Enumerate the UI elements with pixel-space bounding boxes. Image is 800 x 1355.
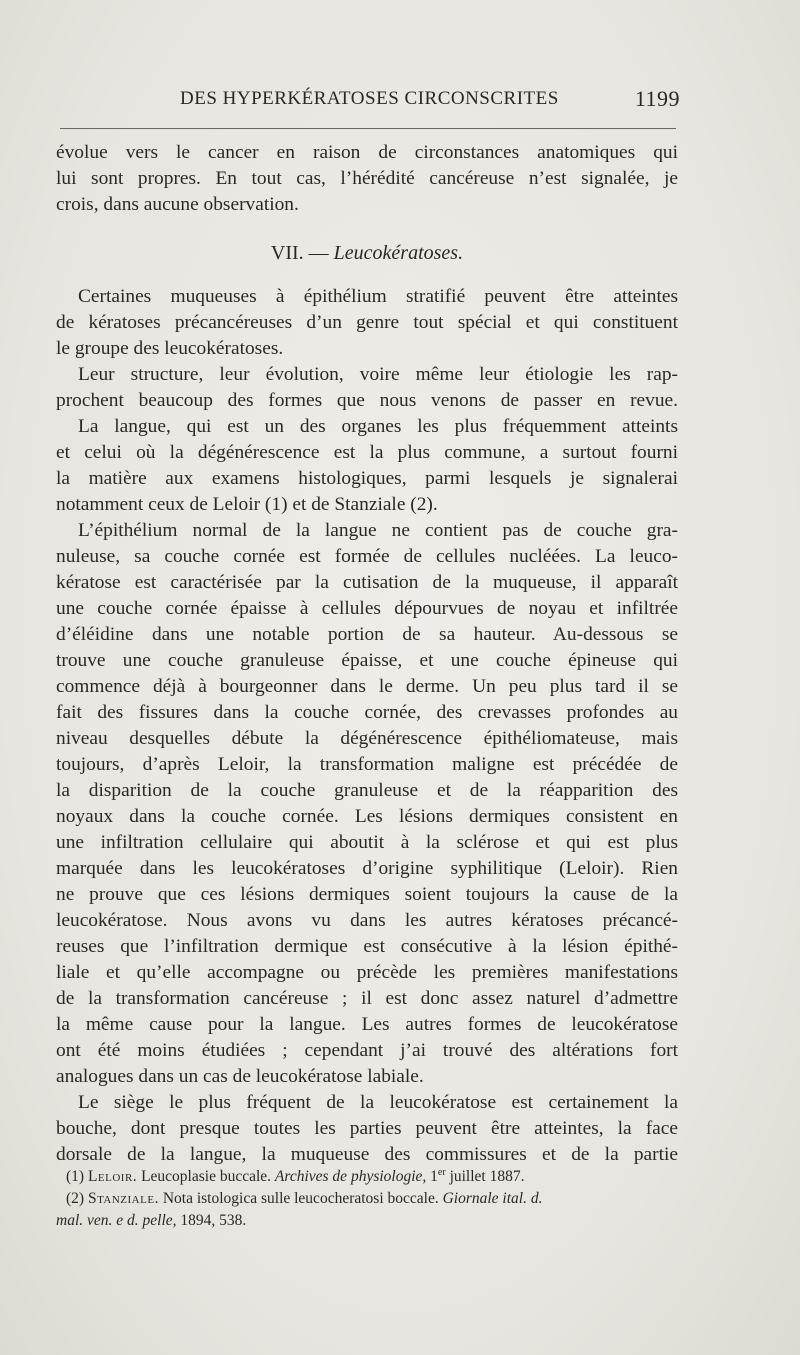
text-line: kératose est caractérisée par la cutisation de la muqueuse, il apparaît bbox=[56, 572, 678, 593]
text-line: de kératoses précancéreuses d’un genre tout spécial et qui constituent bbox=[56, 312, 678, 333]
text-line: lui sont propres. En tout cas, l’hérédité cancéreuse n’est signalée, je bbox=[56, 168, 678, 189]
text-line: une infiltration cellulaire qui aboutit à la sclérose et qui est plus bbox=[56, 832, 678, 853]
text-line: analogues dans un cas de leucokératose labiale. bbox=[56, 1066, 424, 1087]
text-line: nuleuse, sa couche cornée est formée de cellules nucléées. La leuco- bbox=[56, 546, 678, 567]
text-line: prochent beaucoup des formes que nous venons de passer en revue. bbox=[56, 390, 678, 411]
text-line: de la transformation cancéreuse ; il est donc assez naturel d’admettre bbox=[56, 988, 678, 1009]
text-line: fait des fissures dans la couche cornée, des crevasses profondes au bbox=[56, 702, 678, 723]
footnote-ref: 1894, 538. bbox=[180, 1212, 247, 1229]
text-line: la même cause pour la langue. Les autres formes de leucokératose bbox=[56, 1014, 678, 1035]
text-line: reuses que l’infiltration dermique est consécutive à la lésion épithé- bbox=[56, 936, 678, 957]
running-title: DES HYPERKÉRATOSES CIRCONSCRITES bbox=[180, 88, 559, 109]
text-line: leucokératose. Nous avons vu dans les autres kératoses précancé- bbox=[56, 910, 678, 931]
footnotes bbox=[56, 1162, 678, 1232]
text-line: toujours, d’après Leloir, la transformation maligne est précédée de bbox=[56, 754, 678, 775]
text-line: marquée dans les leucokératoses d’origine syphilitique (Leloir). Rien bbox=[56, 858, 678, 879]
text-line: ne prouve que ces lésions dermiques soient toujours la cause de la bbox=[56, 884, 678, 905]
footnote-author: Stanziale. bbox=[87, 1190, 159, 1207]
footnote-date-rest: juillet 1887. bbox=[449, 1168, 525, 1185]
text-line: et celui où la dégénérescence est la plus commune, a surtout fourni bbox=[56, 442, 678, 463]
text-line: Certaines muqueuses à épithélium stratifié peuvent être atteintes bbox=[78, 286, 678, 307]
text-line: noyaux dans la couche cornée. Les lésions dermiques consistent en bbox=[56, 806, 678, 827]
section-title: Leucokératoses. bbox=[333, 242, 464, 264]
page-header bbox=[54, 88, 680, 114]
text-line: L’épithélium normal de la langue ne contient pas de couche gra- bbox=[78, 520, 678, 541]
text-line: liale et qu’elle accompagne ou précède les premières manifestations bbox=[56, 962, 678, 983]
header-rule bbox=[60, 128, 676, 129]
footnote-journal: Giornale ital. d. bbox=[442, 1190, 543, 1207]
text-line: crois, dans aucune observation. bbox=[56, 194, 299, 215]
text-line: ont été moins étudiées ; cependant j’ai trouvé des altérations fort bbox=[56, 1040, 678, 1061]
text-line: niveau desquelles débute la dégénérescence épithéliomateuse, mais bbox=[56, 728, 678, 749]
footnote-journal-cont: mal. ven. e d. pelle, bbox=[56, 1212, 177, 1229]
text-line: La langue, qui est un des organes les plus fréquemment atteints bbox=[78, 416, 678, 437]
text-line: évolue vers le cancer en raison de circonstances anatomiques qui bbox=[56, 142, 678, 163]
footnote-author: Leloir. bbox=[87, 1168, 138, 1185]
footnote-mark: (2) bbox=[66, 1190, 85, 1207]
footnote-2 bbox=[56, 1188, 678, 1210]
text-line: d’éléidine dans une notable portion de sa hauteur. Au-dessous se bbox=[56, 624, 678, 645]
footnote-2-continued bbox=[56, 1210, 678, 1232]
footnote-journal: Archives de physiologie, bbox=[274, 1168, 427, 1185]
text-line: la disparition de la couche granuleuse et de la réapparition des bbox=[56, 780, 678, 801]
footnote-1 bbox=[56, 1162, 678, 1188]
text-line: la matière aux examens histologiques, parmi lesquels je signalerai bbox=[56, 468, 678, 489]
footnote-date-day: 1 bbox=[430, 1168, 438, 1185]
text-line: notamment ceux de Leloir (1) et de Stanziale (2). bbox=[56, 494, 438, 515]
text-line: le groupe des leucokératoses. bbox=[56, 338, 284, 359]
text-line: Le siège le plus fréquent de la leucokératose est certainement la bbox=[78, 1092, 678, 1113]
footnote-title: Nota istologica sulle leucocheratosi boccale. bbox=[162, 1190, 439, 1207]
text-line: commence déjà à bourgeonner dans le derme. Un peu plus tard il se bbox=[56, 676, 678, 697]
footnote-mark: (1) bbox=[66, 1168, 85, 1185]
section-heading bbox=[56, 240, 678, 266]
text-line: une couche cornée épaisse à cellules dépourvues de noyau et infiltrée bbox=[56, 598, 678, 619]
body-text bbox=[56, 140, 678, 1168]
footnote-title: Leucoplasie buccale. bbox=[141, 1168, 272, 1185]
text-line: Leur structure, leur évolution, voire même leur étiologie les rap- bbox=[78, 364, 678, 385]
text-line: trouve une couche granuleuse épaisse, et une couche épineuse qui bbox=[56, 650, 678, 671]
section-number: VII. — bbox=[270, 242, 329, 264]
text-line: bouche, dont presque toutes les parties peuvent être atteintes, la face bbox=[56, 1118, 678, 1139]
text-line: dorsale de la langue, la muqueuse des commissures et de la partie bbox=[56, 1144, 678, 1165]
footnote-date-sup: er bbox=[437, 1167, 446, 1178]
page-number: 1199 bbox=[634, 86, 680, 111]
